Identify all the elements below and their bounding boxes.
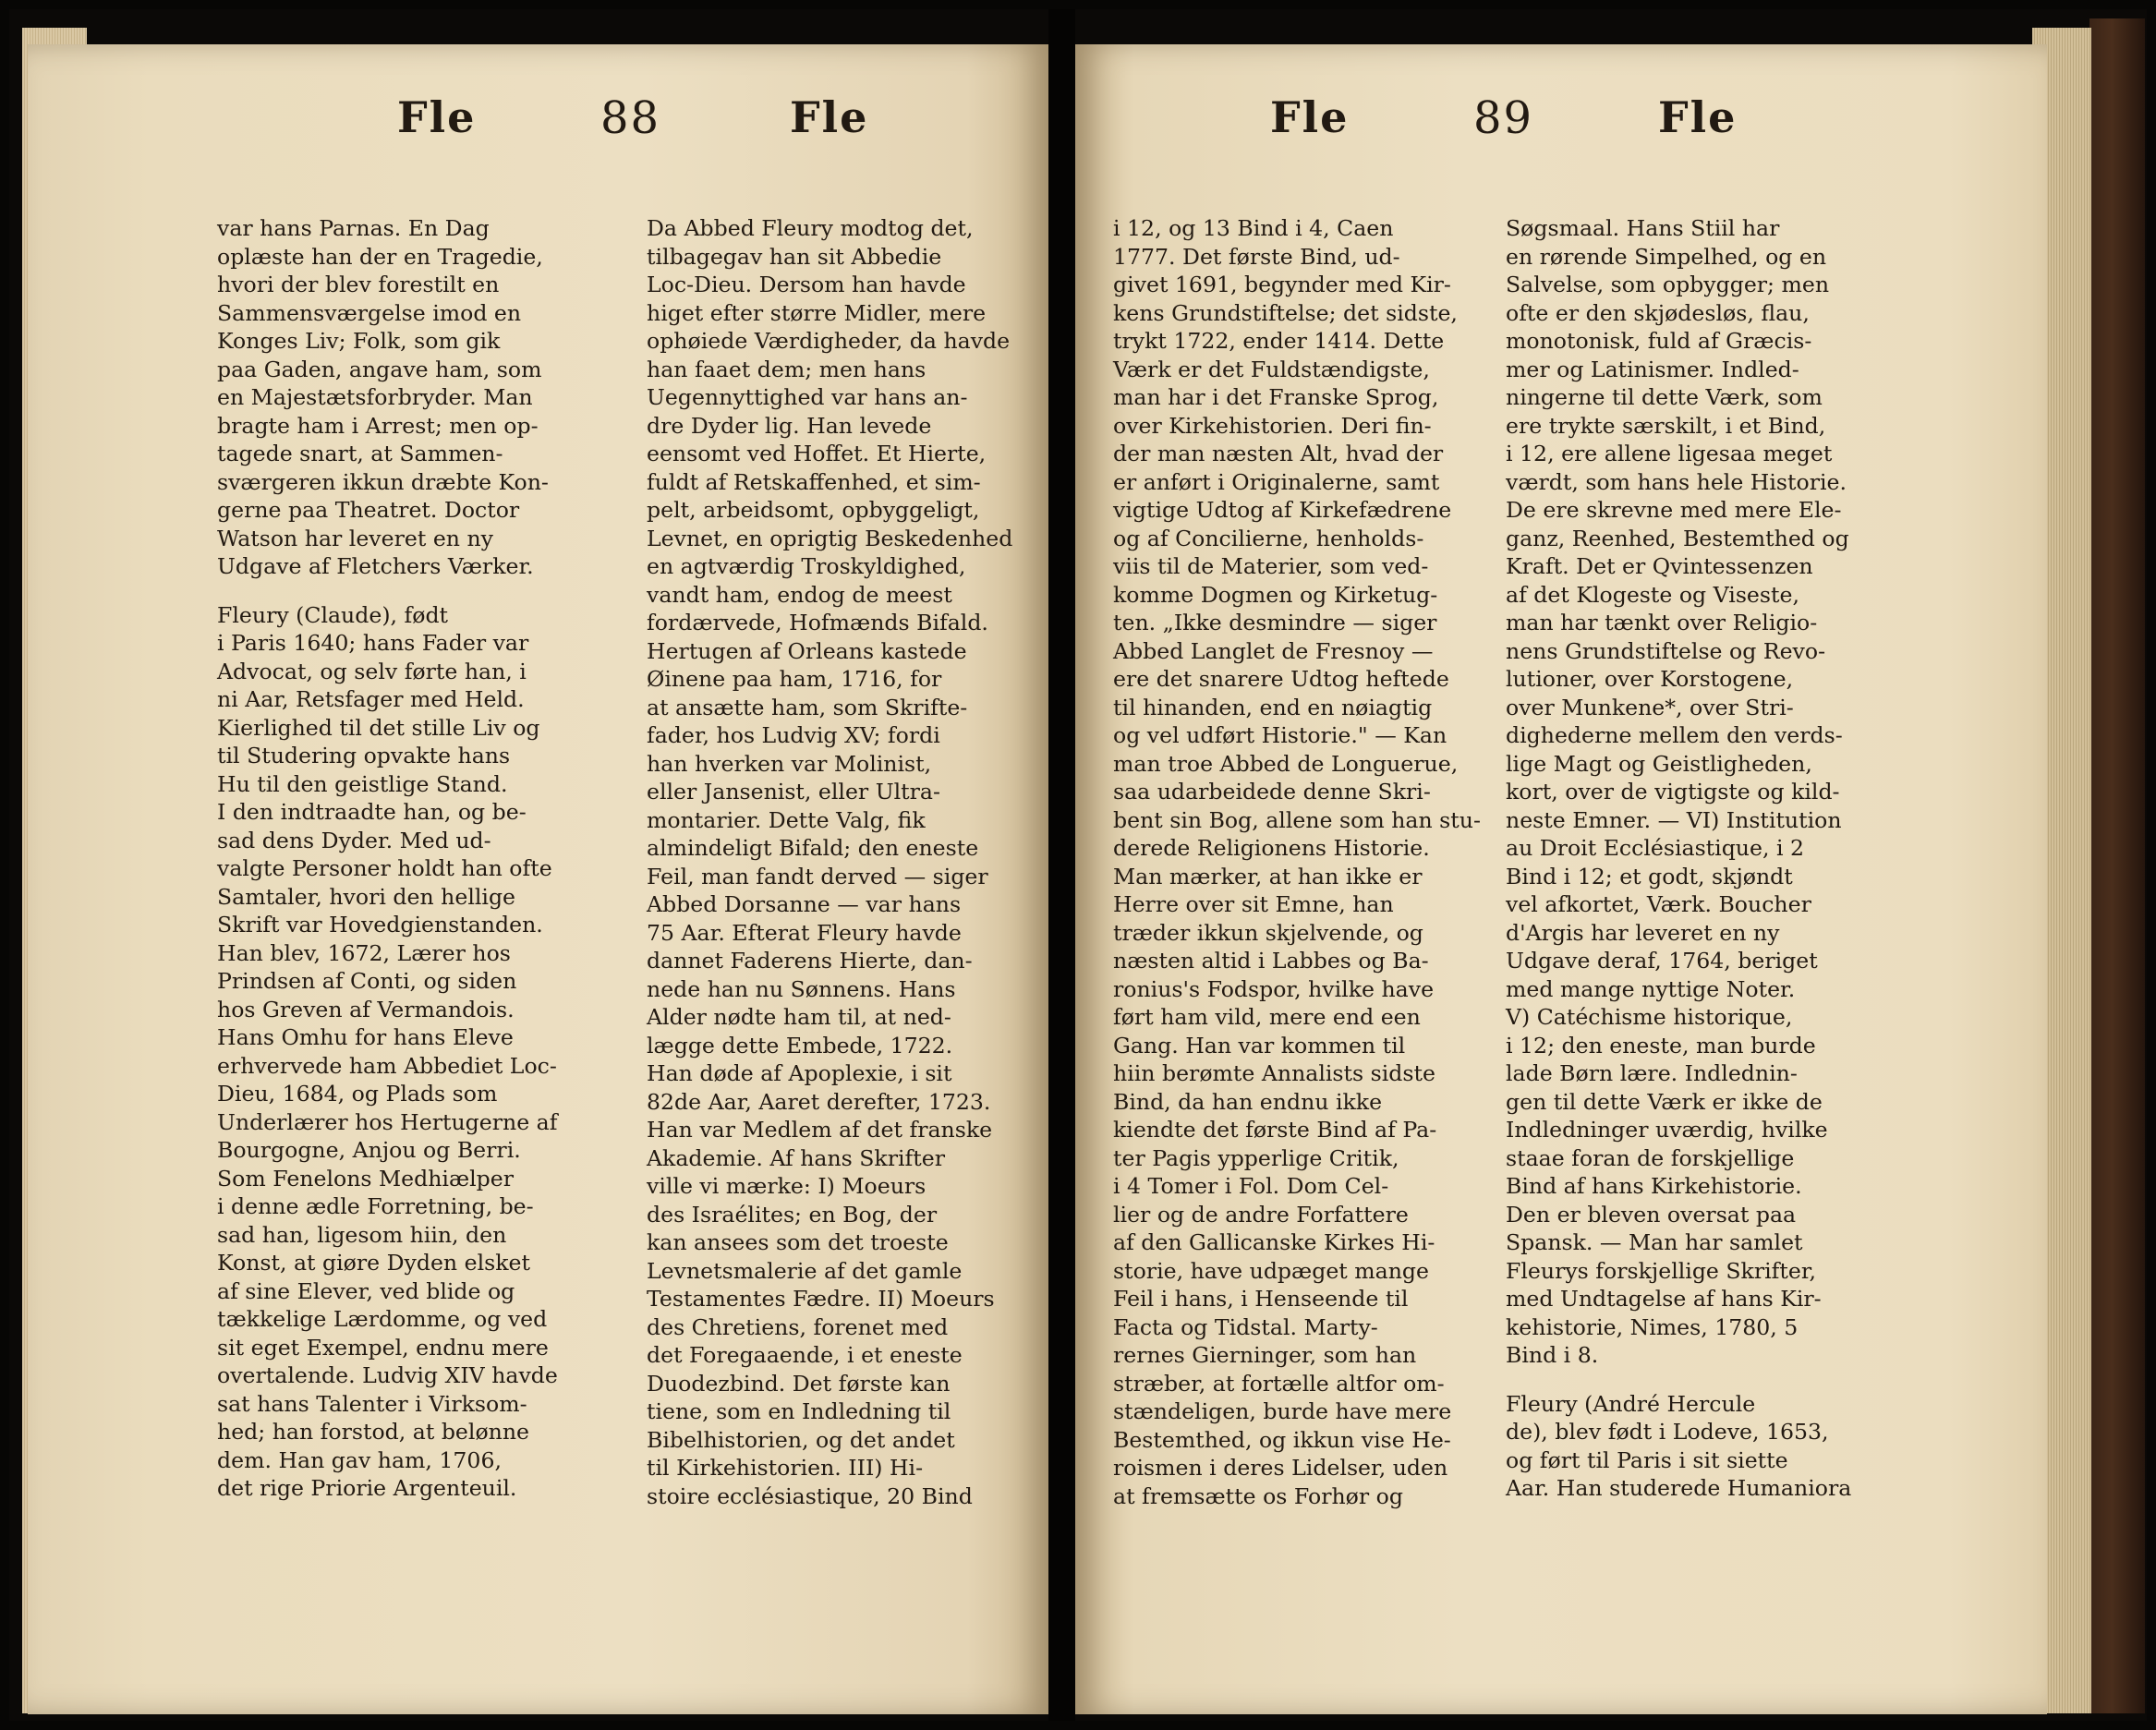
right-page-column-1 xyxy=(1113,214,1490,1510)
text-line: Søgsmaal. Hans Stiil har xyxy=(1506,215,1780,241)
paragraph-gap xyxy=(217,581,596,601)
text-line: var hans Parnas. En Dag xyxy=(217,215,490,241)
text-line: lige Magt og Geistligheden, xyxy=(1506,750,1812,777)
text-line: kehistorie, Nimes, 1780, 5 xyxy=(1506,1313,1799,1340)
text-line: sat hans Talenter i Virksom- xyxy=(217,1390,527,1417)
text-line: Abbed Dorsanne — var hans xyxy=(647,891,962,917)
text-line: Man mærker, at han ikke er xyxy=(1113,863,1423,889)
text-line: kort, over de vigtigste og kild- xyxy=(1506,779,1840,805)
right-page-number: 89 xyxy=(1473,92,1534,144)
text-line: tagede snart, at Sammen- xyxy=(217,441,503,466)
text-line: vandt ham, endog de meest xyxy=(647,581,952,608)
text-line: sit eget Exempel, endnu mere xyxy=(217,1334,549,1361)
text-line: staae foran de forskjellige xyxy=(1506,1144,1795,1171)
text-line: han faaet dem; men hans xyxy=(647,356,927,382)
text-line: erhvervede ham Abbediet Loc- xyxy=(217,1052,557,1079)
text-line: valgte Personer holdt han ofte xyxy=(217,855,552,881)
text-line: tilbagegav han sit Abbedie xyxy=(647,243,942,270)
text-line: nede han nu Sønnens. Hans xyxy=(647,975,956,1002)
text-line: ten. „Ikke desmindre — siger xyxy=(1113,610,1437,635)
right-page-column-2 xyxy=(1506,214,1871,1503)
text-line: storie, have udpæget mange xyxy=(1113,1257,1429,1284)
text-line: kiendte det første Bind af Pa- xyxy=(1113,1117,1437,1143)
text-line: sværgeren ikkun dræbte Kon- xyxy=(217,468,549,495)
text-line: bragte ham i Arrest; men op- xyxy=(217,412,539,439)
text-line: med mange nyttige Noter. xyxy=(1506,975,1796,1002)
text-line: stoire ecclésiastique, 20 Bind xyxy=(647,1482,973,1509)
paragraph-gap xyxy=(1506,1370,1871,1390)
text-line: eensomt ved Hoffet. Et Hierte, xyxy=(647,441,987,466)
text-line: ere det snarere Udtog heftede xyxy=(1113,666,1449,692)
text-line: Spansk. — Man har samlet xyxy=(1506,1229,1803,1255)
text-line: bent sin Bog, allene som han stu- xyxy=(1113,806,1481,833)
text-line: Bestemthed, og ikkun vise He- xyxy=(1113,1426,1451,1453)
text-line: at ansætte ham, som Skrifte- xyxy=(647,694,968,720)
text-line: des Chretiens, forenet med xyxy=(647,1313,949,1340)
text-line: Hertugen af Orleans kastede xyxy=(647,637,967,664)
text-line: stræber, at fortælle altfor om- xyxy=(1113,1370,1445,1397)
text-line: Kraft. Det er Qvintessenzen xyxy=(1506,553,1813,579)
text-line: til Studering opvakte hans xyxy=(217,743,511,768)
text-line: med Undtagelse af hans Kir- xyxy=(1506,1286,1822,1312)
left-header-word-right: Fle xyxy=(790,92,869,142)
text-line: sad dens Dyder. Med ud- xyxy=(217,827,491,853)
gutter xyxy=(1048,9,1075,1721)
text-line: nens Grundstiftelse og Revo- xyxy=(1506,637,1826,664)
text-line: Duodezbind. Det første kan xyxy=(647,1370,951,1397)
text-line: ere trykte særskilt, i et Bind, xyxy=(1506,412,1826,439)
text-line: Watson har leveret en ny xyxy=(217,525,493,551)
text-line: Samtaler, hvori den hellige xyxy=(217,883,516,910)
text-line: d'Argis har leveret en ny xyxy=(1506,919,1780,946)
text-line: Fleury (Claude), født xyxy=(217,601,449,628)
right-page-header xyxy=(0,92,2156,175)
text-line: Bind, da han endnu ikke xyxy=(1113,1088,1383,1115)
text-line: Uegennyttighed var hans an- xyxy=(647,384,968,410)
left-header-word-left: Fle xyxy=(397,92,477,142)
right-header-word-right: Fle xyxy=(1658,92,1738,142)
text-line: dannet Faderens Hierte, dan- xyxy=(647,948,973,974)
text-line: stændeligen, burde have mere xyxy=(1113,1398,1452,1424)
text-line: ofte er den skjødesløs, flau, xyxy=(1506,299,1810,326)
text-line: montarier. Dette Valg, fik xyxy=(647,806,926,833)
text-line: Hu til den geistlige Stand. xyxy=(217,770,508,797)
text-line: De ere skrevne med mere Ele- xyxy=(1506,497,1842,523)
text-line: i 12, ere allene ligesaa meget xyxy=(1506,441,1833,466)
text-line: ter Pagis ypperlige Critik, xyxy=(1113,1144,1399,1171)
text-line: Aar. Han studerede Humaniora xyxy=(1506,1475,1852,1501)
left-page-number: 88 xyxy=(600,92,661,144)
text-line: rernes Gierninger, som han xyxy=(1113,1342,1417,1368)
text-line: Levnetsmalerie af det gamle xyxy=(647,1257,963,1284)
text-line: dighederne mellem den verds- xyxy=(1506,722,1843,748)
text-line: paa Gaden, angave ham, som xyxy=(217,356,542,382)
text-line: Levnet, en oprigtig Beskedenhed xyxy=(647,525,1013,551)
text-line: trykt 1722, ender 1414. Dette xyxy=(1113,328,1445,354)
text-line: des Israélites; en Bog, der xyxy=(647,1201,938,1228)
text-line: Dieu, 1684, og Plads som xyxy=(217,1081,498,1107)
text-line: de), blev født i Lodeve, 1653, xyxy=(1506,1419,1829,1445)
text-line: Alder nødte ham til, at ned- xyxy=(647,1004,951,1030)
text-line: Værk er det Fuldstændigste, xyxy=(1113,356,1430,382)
text-line: mer og Latinismer. Indled- xyxy=(1506,356,1799,382)
text-line: tækkelige Lærdomme, og ved xyxy=(217,1306,548,1332)
text-line: kens Grundstiftelse; det sidste, xyxy=(1113,299,1458,326)
text-line: i Paris 1640; hans Fader var xyxy=(217,630,529,656)
text-line: han hverken var Molinist, xyxy=(647,750,932,777)
text-line: over Kirkehistorien. Deri fin- xyxy=(1113,412,1432,439)
text-line: oplæste han der en Tragedie, xyxy=(217,243,543,270)
text-line: 1777. Det første Bind, ud- xyxy=(1113,243,1400,270)
text-line: Testamentes Fædre. II) Moeurs xyxy=(647,1286,995,1312)
text-line: komme Dogmen og Kirketug- xyxy=(1113,581,1438,608)
book-cover-edge xyxy=(2089,18,2145,1713)
text-line: ronius's Fodspor, hvilke have xyxy=(1113,975,1435,1002)
text-line: og ført til Paris i sit siette xyxy=(1506,1446,1788,1473)
text-line: i 4 Tomer i Fol. Dom Cel- xyxy=(1113,1173,1389,1199)
text-line: ningerne til dette Værk, som xyxy=(1506,384,1823,410)
text-line: en agtværdig Troskyldighed, xyxy=(647,553,966,579)
text-line: at fremsætte os Forhør og xyxy=(1113,1482,1403,1509)
text-line: sad han, ligesom hiin, den xyxy=(217,1221,507,1248)
text-line: værdt, som hans hele Historie. xyxy=(1506,468,1847,495)
text-line: Konges Liv; Folk, som gik xyxy=(217,328,501,354)
text-line: Advocat, og selv førte han, i xyxy=(217,658,527,684)
text-line: overtalende. Ludvig XIV havde xyxy=(217,1362,558,1388)
text-line: dre Dyder lig. Han levede xyxy=(647,412,932,439)
text-line: I den indtraadte han, og be- xyxy=(217,799,527,825)
left-page-column-1 xyxy=(217,214,596,1503)
text-line: Han var Medlem af det franske xyxy=(647,1117,993,1143)
text-line: i 12, og 13 Bind i 4, Caen xyxy=(1113,215,1394,241)
text-line: Udgave af Fletchers Værker. xyxy=(217,553,534,579)
text-line: Bind i 12; et godt, skjøndt xyxy=(1506,863,1793,889)
text-line: roismen i deres Lidelser, uden xyxy=(1113,1455,1448,1481)
text-line: hvori der blev forestilt en xyxy=(217,272,500,297)
text-line: neste Emner. — VI) Institution xyxy=(1506,806,1842,833)
text-line: af det Klogeste og Viseste, xyxy=(1506,581,1799,608)
text-line: lade Børn lære. Indlednin- xyxy=(1506,1060,1798,1086)
text-line: det rige Priorie Argenteuil. xyxy=(217,1475,517,1501)
text-line: næsten altid i Labbes og Ba- xyxy=(1113,948,1429,974)
text-line: Fleurys forskjellige Skrifter, xyxy=(1506,1257,1817,1284)
text-line: Da Abbed Fleury modtog det, xyxy=(647,215,974,241)
text-line: og af Concilierne, henholds- xyxy=(1113,525,1424,551)
text-line: dem. Han gav ham, 1706, xyxy=(217,1446,502,1473)
text-line: gen til dette Værk er ikke de xyxy=(1506,1088,1823,1115)
text-line: lutioner, over Korstogene, xyxy=(1506,666,1794,692)
text-line: Feil i hans, i Henseende til xyxy=(1113,1286,1409,1312)
text-line: Prindsen af Conti, og siden xyxy=(217,968,517,994)
text-line: ganz, Reenhed, Bestemthed og xyxy=(1506,525,1849,551)
text-line: Abbed Langlet de Fresnoy — xyxy=(1113,637,1434,664)
text-line: almindeligt Bifald; den eneste xyxy=(647,835,979,861)
text-line: givet 1691, begynder med Kir- xyxy=(1113,272,1451,297)
text-line: Kierlighed til det stille Liv og xyxy=(217,714,540,741)
text-line: en Majestætsforbryder. Man xyxy=(217,384,533,410)
text-line: vel afkortet, Værk. Boucher xyxy=(1506,891,1811,917)
text-line: Sammensværgelse imod en xyxy=(217,299,522,326)
text-line: Som Fenelons Medhiælper xyxy=(217,1165,515,1192)
text-line: eller Jansenist, eller Ultra- xyxy=(647,779,940,805)
text-line: til hinanden, end en nøiagtig xyxy=(1113,694,1433,720)
text-line: i denne ædle Forretning, be- xyxy=(217,1193,534,1219)
text-line: vigtige Udtog af Kirkefædrene xyxy=(1113,497,1452,523)
text-line: Konst, at giøre Dyden elsket xyxy=(217,1250,530,1276)
text-line: higet efter større Midler, mere xyxy=(647,299,987,326)
text-line: Bind af hans Kirkehistorie. xyxy=(1506,1173,1802,1199)
text-line: au Droit Ecclésiastique, i 2 xyxy=(1506,835,1805,861)
text-line: ført ham vild, mere end een xyxy=(1113,1004,1421,1030)
text-line: Herre over sit Emne, han xyxy=(1113,891,1394,917)
text-line: man har tænkt over Religio- xyxy=(1506,610,1818,635)
text-line: man troe Abbed de Longuerue, xyxy=(1113,750,1459,777)
text-line: træder ikkun skjelvende, og xyxy=(1113,919,1423,946)
text-line: fuldt af Retskaffenhed, et sim- xyxy=(647,468,981,495)
text-line: ophøiede Værdigheder, da havde xyxy=(647,328,1011,354)
text-line: kan ansees som det troeste xyxy=(647,1229,949,1255)
text-line: Fleury (André Hercule xyxy=(1506,1390,1756,1417)
text-line: over Munkene*, over Stri- xyxy=(1506,694,1794,720)
text-line: Underlærer hos Hertugerne af xyxy=(217,1108,558,1135)
text-line: fordærvede, Hofmænds Bifald. xyxy=(647,610,988,635)
text-line: Skrift var Hovedgienstanden. xyxy=(217,912,543,938)
text-line: Akademie. Af hans Skrifter xyxy=(647,1144,946,1171)
text-line: af den Gallicanske Kirkes Hi- xyxy=(1113,1229,1435,1255)
text-line: Bind i 8. xyxy=(1506,1342,1599,1368)
text-line: Loc-Dieu. Dersom han havde xyxy=(647,272,966,297)
text-line: Facta og Tidstal. Marty- xyxy=(1113,1313,1378,1340)
right-header-word-left: Fle xyxy=(1270,92,1350,142)
text-line: lægge dette Embede, 1722. xyxy=(647,1032,953,1059)
text-line: gerne paa Theatret. Doctor xyxy=(217,497,520,523)
text-line: der man næsten Alt, hvad der xyxy=(1113,441,1444,466)
text-line: Den er bleven oversat paa xyxy=(1506,1201,1797,1228)
text-line: 75 Aar. Efterat Fleury havde xyxy=(647,919,962,946)
text-line: man har i det Franske Sprog, xyxy=(1113,384,1439,410)
text-line: monotonisk, fuld af Græcis- xyxy=(1506,328,1812,354)
text-line: og vel udført Historie." — Kan xyxy=(1113,722,1447,748)
text-line: viis til de Materier, som ved- xyxy=(1113,553,1429,579)
text-line: lier og de andre Forfattere xyxy=(1113,1201,1409,1228)
text-line: af sine Elever, ved blide og xyxy=(217,1277,515,1304)
text-line: ville vi mærke: I) Moeurs xyxy=(647,1173,927,1199)
text-line: det Foregaaende, i et eneste xyxy=(647,1342,963,1368)
text-line: i 12; den eneste, man burde xyxy=(1506,1032,1816,1059)
text-line: ni Aar, Retsfager med Held. xyxy=(217,686,525,712)
text-line: derede Religionens Historie. xyxy=(1113,835,1430,861)
text-line: Udgave deraf, 1764, beriget xyxy=(1506,948,1818,974)
text-line: Øinene paa ham, 1716, for xyxy=(647,666,942,692)
text-line: er anført i Originalerne, samt xyxy=(1113,468,1440,495)
text-line: Han blev, 1672, Lærer hos xyxy=(217,939,511,966)
text-line: Bourgogne, Anjou og Berri. xyxy=(217,1137,521,1163)
text-line: Indledninger uværdig, hvilke xyxy=(1506,1117,1828,1143)
text-line: Hans Omhu for hans Eleve xyxy=(217,1024,514,1050)
text-line: Bibelhistorien, og det andet xyxy=(647,1426,955,1453)
text-line: Feil, man fandt derved — siger xyxy=(647,863,988,889)
text-line: saa udarbeidede denne Skri- xyxy=(1113,779,1431,805)
text-line: hiin berømte Annalists sidste xyxy=(1113,1060,1435,1086)
text-line: V) Catéchisme historique, xyxy=(1506,1004,1793,1030)
text-line: fader, hos Ludvig XV; fordi xyxy=(647,722,940,748)
text-line: hed; han forstod, at belønne xyxy=(217,1419,529,1445)
text-line: hos Greven af Vermandois. xyxy=(217,996,515,1022)
text-line: 82de Aar, Aaret derefter, 1723. xyxy=(647,1088,991,1115)
text-line: til Kirkehistorien. III) Hi- xyxy=(647,1455,924,1481)
text-line: Salvelse, som opbygger; men xyxy=(1506,272,1830,297)
text-line: Gang. Han var kommen til xyxy=(1113,1032,1406,1059)
text-line: tiene, som en Indledning til xyxy=(647,1398,951,1424)
left-page-column-2 xyxy=(647,214,1025,1510)
text-line: pelt, arbeidsomt, opbyggeligt, xyxy=(647,497,980,523)
text-line: Han døde af Apoplexie, i sit xyxy=(647,1060,952,1086)
text-line: en rørende Simpelhed, og en xyxy=(1506,243,1827,270)
